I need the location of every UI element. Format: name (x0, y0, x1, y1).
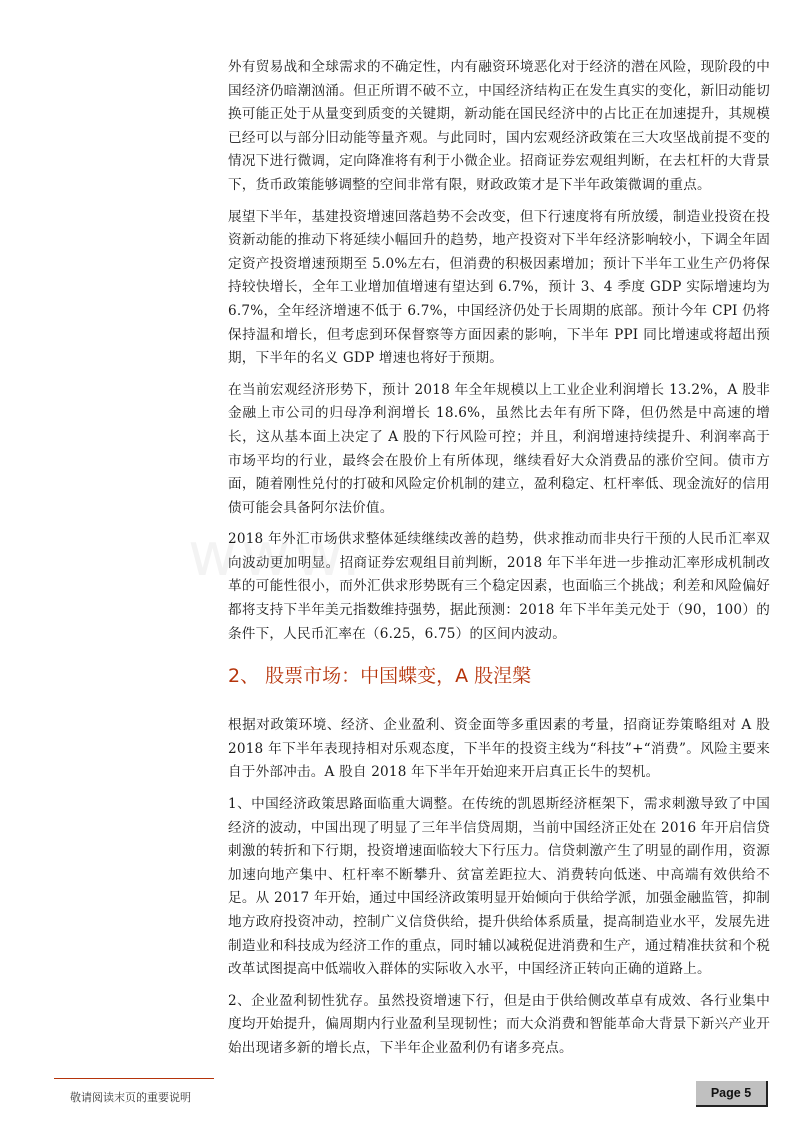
document-body (228, 56, 770, 1069)
paragraph-profit-forecast: 在当前宏观经济形势下，预计 2018 年全年规模以上工业企业利润增长 13.2%，A 股非金融上市公司的归母净利润增长 18.6%，虽然比去年有所下降，但仍然是中高速的增长，这从基本面上决定了 A 股的下行风险可控；并且，利润增速持续提升、利润率高于市场平均的行业，最终会在股价上有所体现，继续看好大众消费品的涨价空间。债市方面，随着刚性兑付的打破和风险定价机制的建立，盈利稳定、杠杆率低、现金流好的信用债可能会具备阿尔法价值。 (228, 381, 770, 516)
paragraph-strategy-summary: 根据对政策环境、经济、企业盈利、资金面等多重因素的考量，招商证券策略组对 A 股 2018 年下半年表现持相对乐观态度，下半年的投资主线为“科技”+“消费”。风险主要来自于外部冲击。A 股自 2018 年下半年开始迎来开启真正长牛的契机。 (228, 717, 770, 781)
paragraph-earnings-resilience: 2、企业盈利韧性犹存。虽然投资增速下行，但是由于供给侧改革卓有成效、各行业集中度均开始提升，偏周期内行业盈利呈现韧性；而大众消费和智能革命大背景下新兴产业开始出现诸多新的增长点，下半年企业盈利仍有诸多亮点。 (228, 992, 770, 1056)
paragraph-outlook-risks: 外有贸易战和全球需求的不确定性，内有融资环境恶化对于经济的潜在风险，现阶段的中国经济仍暗潮汹涌。但正所谓不破不立，中国经济结构正在发生真实的变化，新旧动能切换可能正处于从量变到质变的关键期，新动能在国民经济中的占比正在加速提升，其规模已经可以与部分旧动能等量齐观。与此同时，国内宏观经济政策在三大攻坚战前提不变的情况下进行微调，定向降准将有利于小微企业。招商证券宏观组判断，在去杠杆的大背景下，货币政策能够调整的空间非常有限，财政政策才是下半年政策微调的重点。 (228, 59, 770, 193)
paragraph-fx-market: 2018 年外汇市场供求整体延续继续改善的趋势，供求推动而非央行干预的人民币汇率双向波动更加明显。招商证券宏观组目前判断，2018 年下半年进一步推动汇率形成机制改革的可能性很小，而外汇供求形势既有三个稳定因素，也面临三个挑战；利差和风险偏好都将支持下半年美元指数维持强势，据此预测：2018 年下半年美元处于（90，100）的条件下，人民币汇率在（6.25，6.75）的区间内波动。 (228, 531, 770, 642)
footer-disclaimer-note: 敬请阅读末页的重要说明 (70, 1091, 191, 1104)
footer-divider (54, 1078, 214, 1079)
page-number-badge: Page 5 (696, 1081, 768, 1107)
section-heading-stock-market: 2、 股票市场：中国蝶变，A 股涅槃 (228, 665, 532, 688)
paragraph-policy-adjustment: 1、中国经济政策思路面临重大调整。在传统的凯恩斯经济框架下，需求刺激导致了中国经济的波动，中国出现了明显了三年半信贷周期，当前中国经济正处在 2016 年开启信贷刺激的转折和下行期，投资增速面临较大下行压力。信贷刺激产生了明显的副作用，资源加速向地产集中、杠杆率不断攀升、贫富差距拉大、消费转向低迷、中高端有效供给不足。从 2017 年开始，通过中国经济政策明显开始倾向于供给学派，加强金融监管，抑制地方政府投资冲动，控制广义信贷供给，提升供给体系质量，提高制造业水平，发展先进制造业和科技成为经济工作的重点，同时辅以减税促进消费和生产，通过精准扶贫和个税改革试图提高中低端收入群体的实际收入水平，中国经济正转向正确的道路上。 (228, 796, 770, 978)
paragraph-second-half-outlook: 展望下半年，基建投资增速回落趋势不会改变，但下行速度将有所放缓，制造业投资在投资新动能的推动下将延续小幅回升的趋势，地产投资对下半年经济影响较小，下调全年固定资产投资增速预期至 5.0%左右，但消费的积极因素增加；预计下半年工业生产仍将保持较快增长，全年工业增加值增速有望达到 6.7%，预计 3、4 季度 GDP 实际增速均为 6.7%，全年经济增速不低于 6.7%，中国经济仍处于长周期的底部。预计今年 CPI 仍将保持温和增长，但考虑到环保督察等方面因素的影响，下半年 PPI 同比增速或将超出预期，下半年的名义 GDP 增速也将好于预期。 (228, 208, 770, 367)
